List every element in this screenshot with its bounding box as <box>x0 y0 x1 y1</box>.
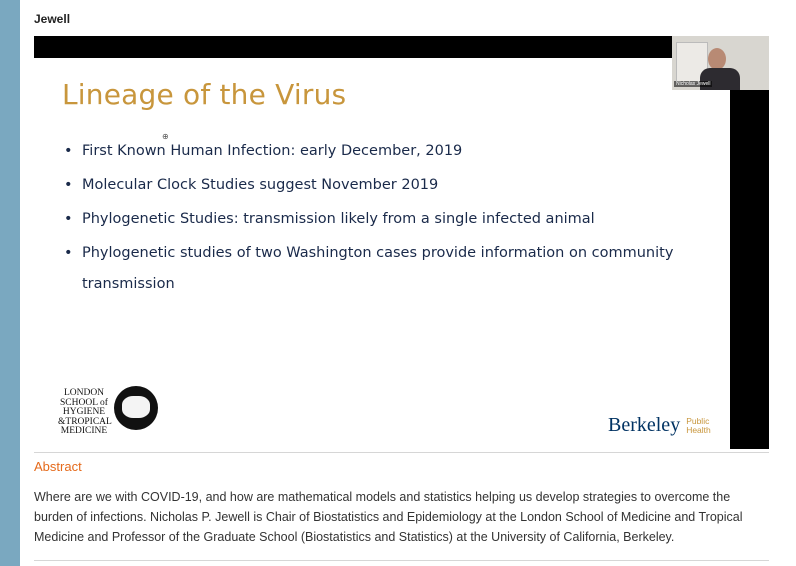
mouse-cursor-icon: ⊕ <box>162 132 169 141</box>
lshtm-line: LONDON <box>63 388 105 398</box>
divider <box>34 452 769 453</box>
lshtm-logo <box>58 386 178 434</box>
public-health-wordmark <box>686 417 711 435</box>
slide-bullet: • Phylogenetic studies of two Washington cases provide information on community transmission <box>64 238 704 300</box>
lshtm-logo-text <box>58 389 110 437</box>
lshtm-line: &TROPICAL <box>58 416 112 427</box>
speaker-video-thumbnail[interactable] <box>672 36 769 90</box>
berkeley-public-health-logo <box>608 414 711 437</box>
right-edge <box>782 0 796 566</box>
lshtm-seal-icon <box>114 386 158 430</box>
presentation-slide <box>34 58 730 449</box>
divider <box>34 560 769 561</box>
left-sidebar-strip <box>0 0 20 566</box>
video-player[interactable] <box>34 36 769 449</box>
slide-bullet-list <box>64 136 704 303</box>
lshtm-line: SCHOOL of <box>60 397 108 408</box>
berkeley-wordmark: Berkeley <box>608 414 681 436</box>
lshtm-line: HYGIENE <box>62 407 106 417</box>
slide-bullet: • Phylogenetic Studies: transmission likely from a single infected animal <box>64 204 704 235</box>
slide-title: Lineage of the Virus <box>62 78 347 111</box>
speaker-head <box>708 48 726 70</box>
slide-bullet: • First Known Human Infection: early December, 2019 <box>64 136 704 167</box>
slide-bullet: • Molecular Clock Studies suggest November 2019 <box>64 170 704 201</box>
speaker-name: Jewell <box>34 12 71 26</box>
public-health-line: Health <box>686 425 711 435</box>
public-health-line: Public <box>686 416 710 426</box>
lshtm-line: MEDICINE <box>60 426 108 436</box>
video-tile-label: Nicholas Jewell <box>676 81 711 87</box>
abstract-text: Where are we with COVID-19, and how are mathematical models and statistics helping us develop strategies to overcome the burden of infections. Nicholas P. Jewell is Chair of Biostatistics and Epidemiology at the London School of Medicine and Tropical Medicine and Professor of the Graduate School (Biostatistics and Statistics) at the University of California, Berkeley. <box>34 490 743 544</box>
abstract-heading: Abstract <box>34 459 82 474</box>
